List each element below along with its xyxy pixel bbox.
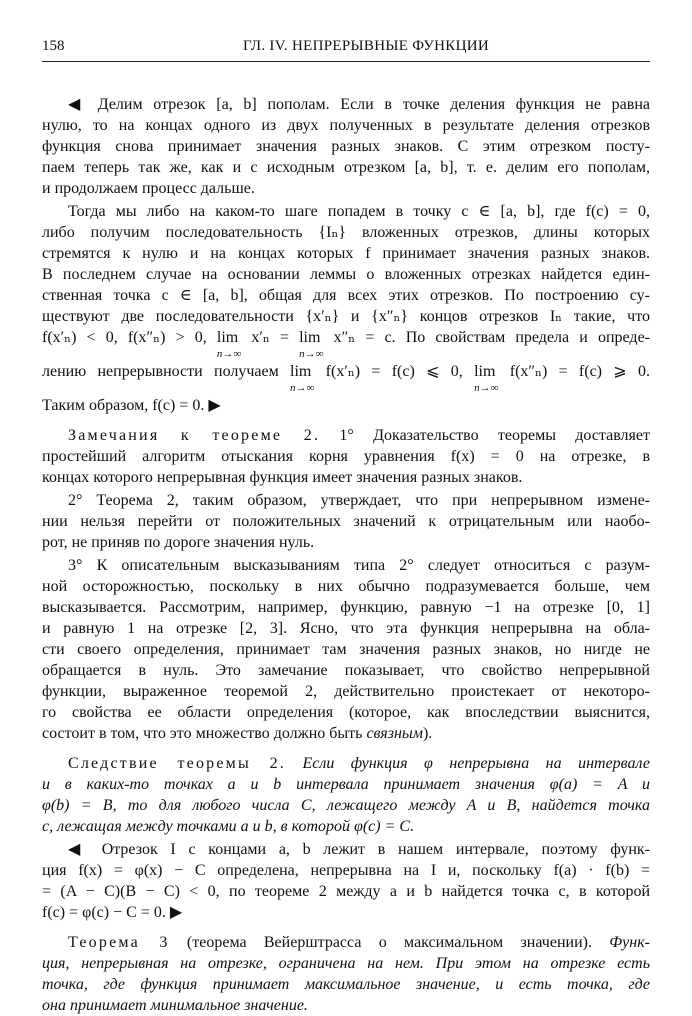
text: высказывается. Рассмотрим, например, функцию, равную −1 на отрезке [0, 1] [42,599,650,616]
limit-operator [474,361,498,394]
italic-text: φ(b) = B, то для любого числа C, лежащего между A и B, найдется точка [42,797,650,814]
lim-label: lim [216,329,239,346]
text-line [42,264,650,285]
text-line [42,157,650,178]
text-line [42,115,650,136]
text-line [42,201,650,222]
italic-text: точка, где функция принимает максимальное значение, и есть точка, где [42,976,650,993]
text: ственная точка c ∈ [a, b], общая для всех этих отрезков. По построению су- [42,287,650,304]
text-line [42,618,650,639]
text-line [42,860,650,881]
text-line [42,222,650,243]
text: 3° К описательным высказываниям типа 2° следует относиться с разум- [68,557,650,574]
text: ция f(x) = φ(x) − C определена, непрерывна на I и, поскольку f(a) · f(b) = [42,862,650,879]
text-line [42,995,650,1016]
text-line [42,816,650,837]
text-line [42,681,650,702]
text-line [42,425,650,446]
text-line [42,597,650,618]
text-line [42,953,650,974]
text: В последнем случае на основании леммы о вложенных отрезках найдется един- [42,266,650,283]
italic-text: c, лежащая между точками a и b, в которой φ(c) = C. [42,818,415,835]
paragraph [42,94,650,199]
text-line [42,446,650,467]
italic-text: Функ- [609,934,650,951]
lim-subscript: n→∞ [216,348,242,360]
text-line [42,839,650,860]
italic-text: и в каких-то точках a и b интервала принимает значения φ(a) = A и [42,776,650,793]
text: ◀ Делим отрезок [a, b] пополам. Если в точке деления функция не равна [68,96,650,113]
spaced-heading: Замечания к теореме 2. [68,427,321,444]
page-header [42,36,650,58]
text-line [42,881,650,902]
text: f(x′ₙ) < 0, f(x″ₙ) > 0, [42,329,217,346]
text-line [42,511,650,532]
italic-text: связным [366,725,423,742]
text-line [42,395,650,416]
text: паем теперь так же, как и с исходным отрезком [a, b], т. е. делим его пополам, [42,159,650,176]
paragraph [42,932,650,1016]
lim-subscript: n→∞ [290,382,315,394]
text: сти своего определения, принимает там значения разных знаков, но нигде не [42,641,650,658]
paragraph [42,753,650,837]
paragraph [42,425,650,488]
limit-operator [217,327,241,360]
text: лению непрерывности получаем [42,363,291,380]
text-line [42,576,650,597]
text-line [42,702,650,723]
spaced-heading: Теорема 3 [68,934,170,951]
italic-text: Если функция φ непрерывна на интервале [286,755,650,772]
limit-operator [290,361,314,394]
text: x″ₙ = c. По свойствам предела и опреде- [323,329,650,346]
text: 1° Доказательство теоремы доставляет [320,427,650,444]
text-line [42,723,650,744]
text-line [42,555,650,576]
paragraph [42,555,650,744]
text: = (A − C)(B − C) < 0, по теореме 2 между a и b найдется точка c, в которой [42,883,651,900]
spaced-heading: Следствие теоремы 2. [68,755,286,772]
text-line [42,490,650,511]
text: функция снова принимает значения разных знаков. С этим отрезком посту- [42,138,650,155]
text: (теорема Вейерштрасса о максимальном значении). [169,934,610,951]
text: концах которого непрерывная функция имеет значения разных знаков. [42,469,523,486]
page-number: 158 [42,38,65,54]
text: го свойства ее области определения (которое, как впоследствии выяснится, [42,704,650,721]
text: нулю, то на концах одного из двух полученных в результате деления отрезков [42,117,650,134]
text: ). [422,725,433,742]
text: ◀ Отрезок I с концами a, b лежит в нашем интервале, поэтому функ- [68,841,650,858]
text: f(c) = φ(c) − C = 0. ▶ [42,904,183,921]
text-line [42,285,650,306]
limit-operator [299,327,323,360]
paragraph [42,201,650,416]
text: и продолжаем процесс дальше. [42,180,255,197]
text: нии нельзя перейти от положительных значений к отрицательным или наобо- [42,513,650,530]
lim-label: lim [299,329,321,346]
text-line [42,327,650,361]
text: простейший алгоритм отыскания корня уравнения f(x) = 0 на отрезке, в [42,448,650,465]
lim-subscript: n→∞ [474,382,499,394]
text-line [42,774,650,795]
text: 2° Теорема 2, таким образом, утверждает, что при непрерывном измене- [68,492,650,509]
text: либо получим последовательность {Iₙ} вложенных отрезков, длины которых [42,224,650,241]
text: обращается в нуль. Это замечание показывает, что свойство непрерывной [42,662,650,679]
text-line [42,136,650,157]
text: x′ₙ = [241,329,300,346]
text-line [42,467,650,488]
text: и равную 1 на отрезке [2, 3]. Ясно, что эта функция непрерывна на обла- [42,620,650,637]
text: Таким образом, f(c) = 0. ▶ [42,397,221,414]
text-line [42,94,650,115]
text: Тогда мы либо на каком-то шаге попадем в точку c ∈ [a, b], где f(c) = 0, [68,203,650,220]
italic-text: она принимает минимальное значение. [42,997,308,1014]
text-line [42,795,650,816]
text: ной осторожностью, поскольку в них обычно подразумевается больше, чем [42,578,650,595]
text-line [42,639,650,660]
page-body [42,94,650,1016]
text-line [42,178,650,199]
text: стремятся к нулю и на концах которых f принимает значения разных знаков. [42,245,650,262]
text-line [42,753,650,774]
running-title: ГЛ. IV. НЕПРЕРЫВНЫЕ ФУНКЦИИ [243,38,489,54]
text: состоит в том, что это множество должно быть [42,725,367,742]
text-line [42,532,650,553]
text: функции, выраженное теоремой 2, действительно проистекает от некоторо- [42,683,650,700]
lim-label: lim [290,363,312,380]
text-line [42,243,650,264]
lim-subscript: n→∞ [299,348,324,360]
text-line [42,902,650,923]
text-line [42,932,650,953]
text: ществуют две последовательности {x′ₙ} и {x″ₙ} концов отрезков Iₙ такие, что [42,308,650,325]
italic-text: ция, непрерывная на отрезке, ограничена на нем. При этом на отрезке есть [42,955,650,972]
text: рот, не приняв по дороге значения нуль. [42,534,315,551]
text: f(x′ₙ) = f(c) ⩽ 0, [314,363,475,380]
text-line [42,306,650,327]
paragraph [42,490,650,553]
text: f(x″ₙ) = f(c) ⩾ 0. [498,363,651,380]
header-rule [42,61,650,62]
text-line [42,974,650,995]
text-line [42,361,650,395]
text-line [42,660,650,681]
paragraph [42,839,650,923]
lim-label: lim [474,363,496,380]
